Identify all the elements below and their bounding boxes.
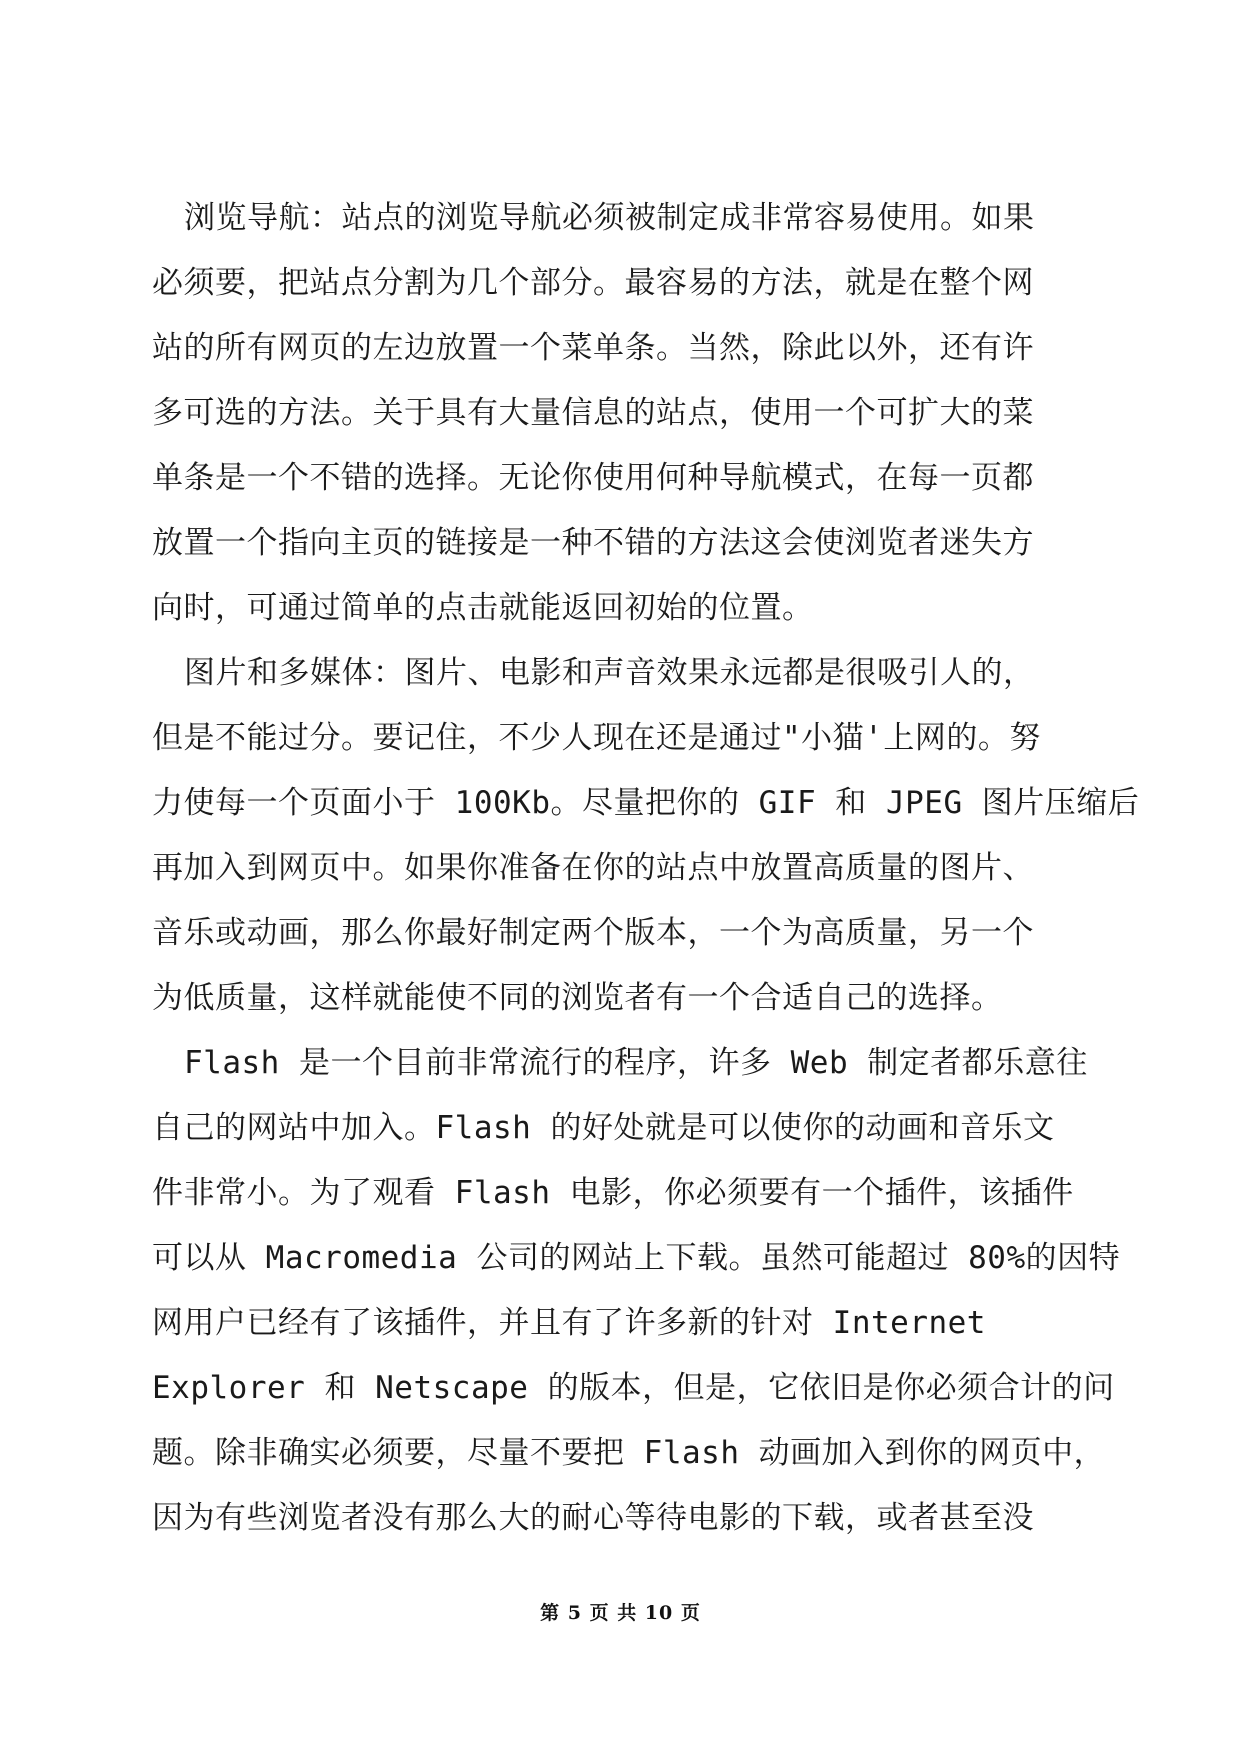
text-line: 件非常小。为了观看 Flash 电影，你必须要有一个插件，该插件 [152, 1175, 1074, 1211]
paragraph-navigation [152, 186, 1112, 641]
document-body [152, 186, 1140, 1551]
text-line: 因为有些浏览者没有那么大的耐心等待电影的下载，或者甚至没 [152, 1500, 1034, 1536]
text-line: 力使每一个页面小于 100Kb。尽量把你的 GIF 和 JPEG 图片压缩后 [152, 785, 1140, 821]
paragraph-multimedia [152, 641, 1140, 1031]
text-line: 必须要，把站点分割为几个部分。最容易的方法，就是在整个网 [152, 265, 1034, 301]
text-line: 为低质量，这样就能使不同的浏览者有一个合适自己的选择。 [152, 980, 1003, 1016]
text-line: 多可选的方法。关于具有大量信息的站点，使用一个可扩大的菜 [152, 395, 1034, 431]
text-line: 可以从 Macromedia 公司的网站上下载。虽然可能超过 80%的因特 [152, 1240, 1121, 1276]
text-line: Explorer 和 Netscape 的版本，但是，它依旧是你必须合计的问 [152, 1370, 1115, 1406]
text-line: 自己的网站中加入。Flash 的好处就是可以使你的动画和音乐文 [152, 1110, 1055, 1146]
text-line: 音乐或动画，那么你最好制定两个版本，一个为高质量，另一个 [152, 915, 1034, 951]
text-line: 但是不能过分。要记住，不少人现在还是通过"小猫'上网的。努 [152, 720, 1041, 756]
text-line: 再加入到网页中。如果你准备在你的站点中放置高质量的图片、 [152, 850, 1034, 886]
text-line: 浏览导航：站点的浏览导航必须被制定成非常容易使用。如果 [184, 200, 1035, 236]
text-line: Flash 是一个目前非常流行的程序，许多 Web 制定者都乐意往 [184, 1045, 1088, 1081]
text-line: 图片和多媒体：图片、电影和声音效果永远都是很吸引人的， [184, 655, 1035, 691]
text-line: 单条是一个不错的选择。无论你使用何种导航模式，在每一页都 [152, 460, 1034, 496]
text-line: 向时，可通过简单的点击就能返回初始的位置。 [152, 590, 814, 626]
text-line: 题。除非确实必须要，尽量不要把 Flash 动画加入到你的网页中， [152, 1435, 1106, 1471]
page-number-footer: 第 5 页 共 10 页 [540, 1602, 701, 1624]
text-line: 站的所有网页的左边放置一个菜单条。当然，除此以外，还有许 [152, 330, 1034, 366]
text-line: 网用户已经有了该插件，并且有了许多新的针对 Internet [152, 1305, 986, 1341]
text-line: 放置一个指向主页的链接是一种不错的方法这会使浏览者迷失方 [152, 525, 1034, 561]
paragraph-flash [152, 1031, 1121, 1551]
